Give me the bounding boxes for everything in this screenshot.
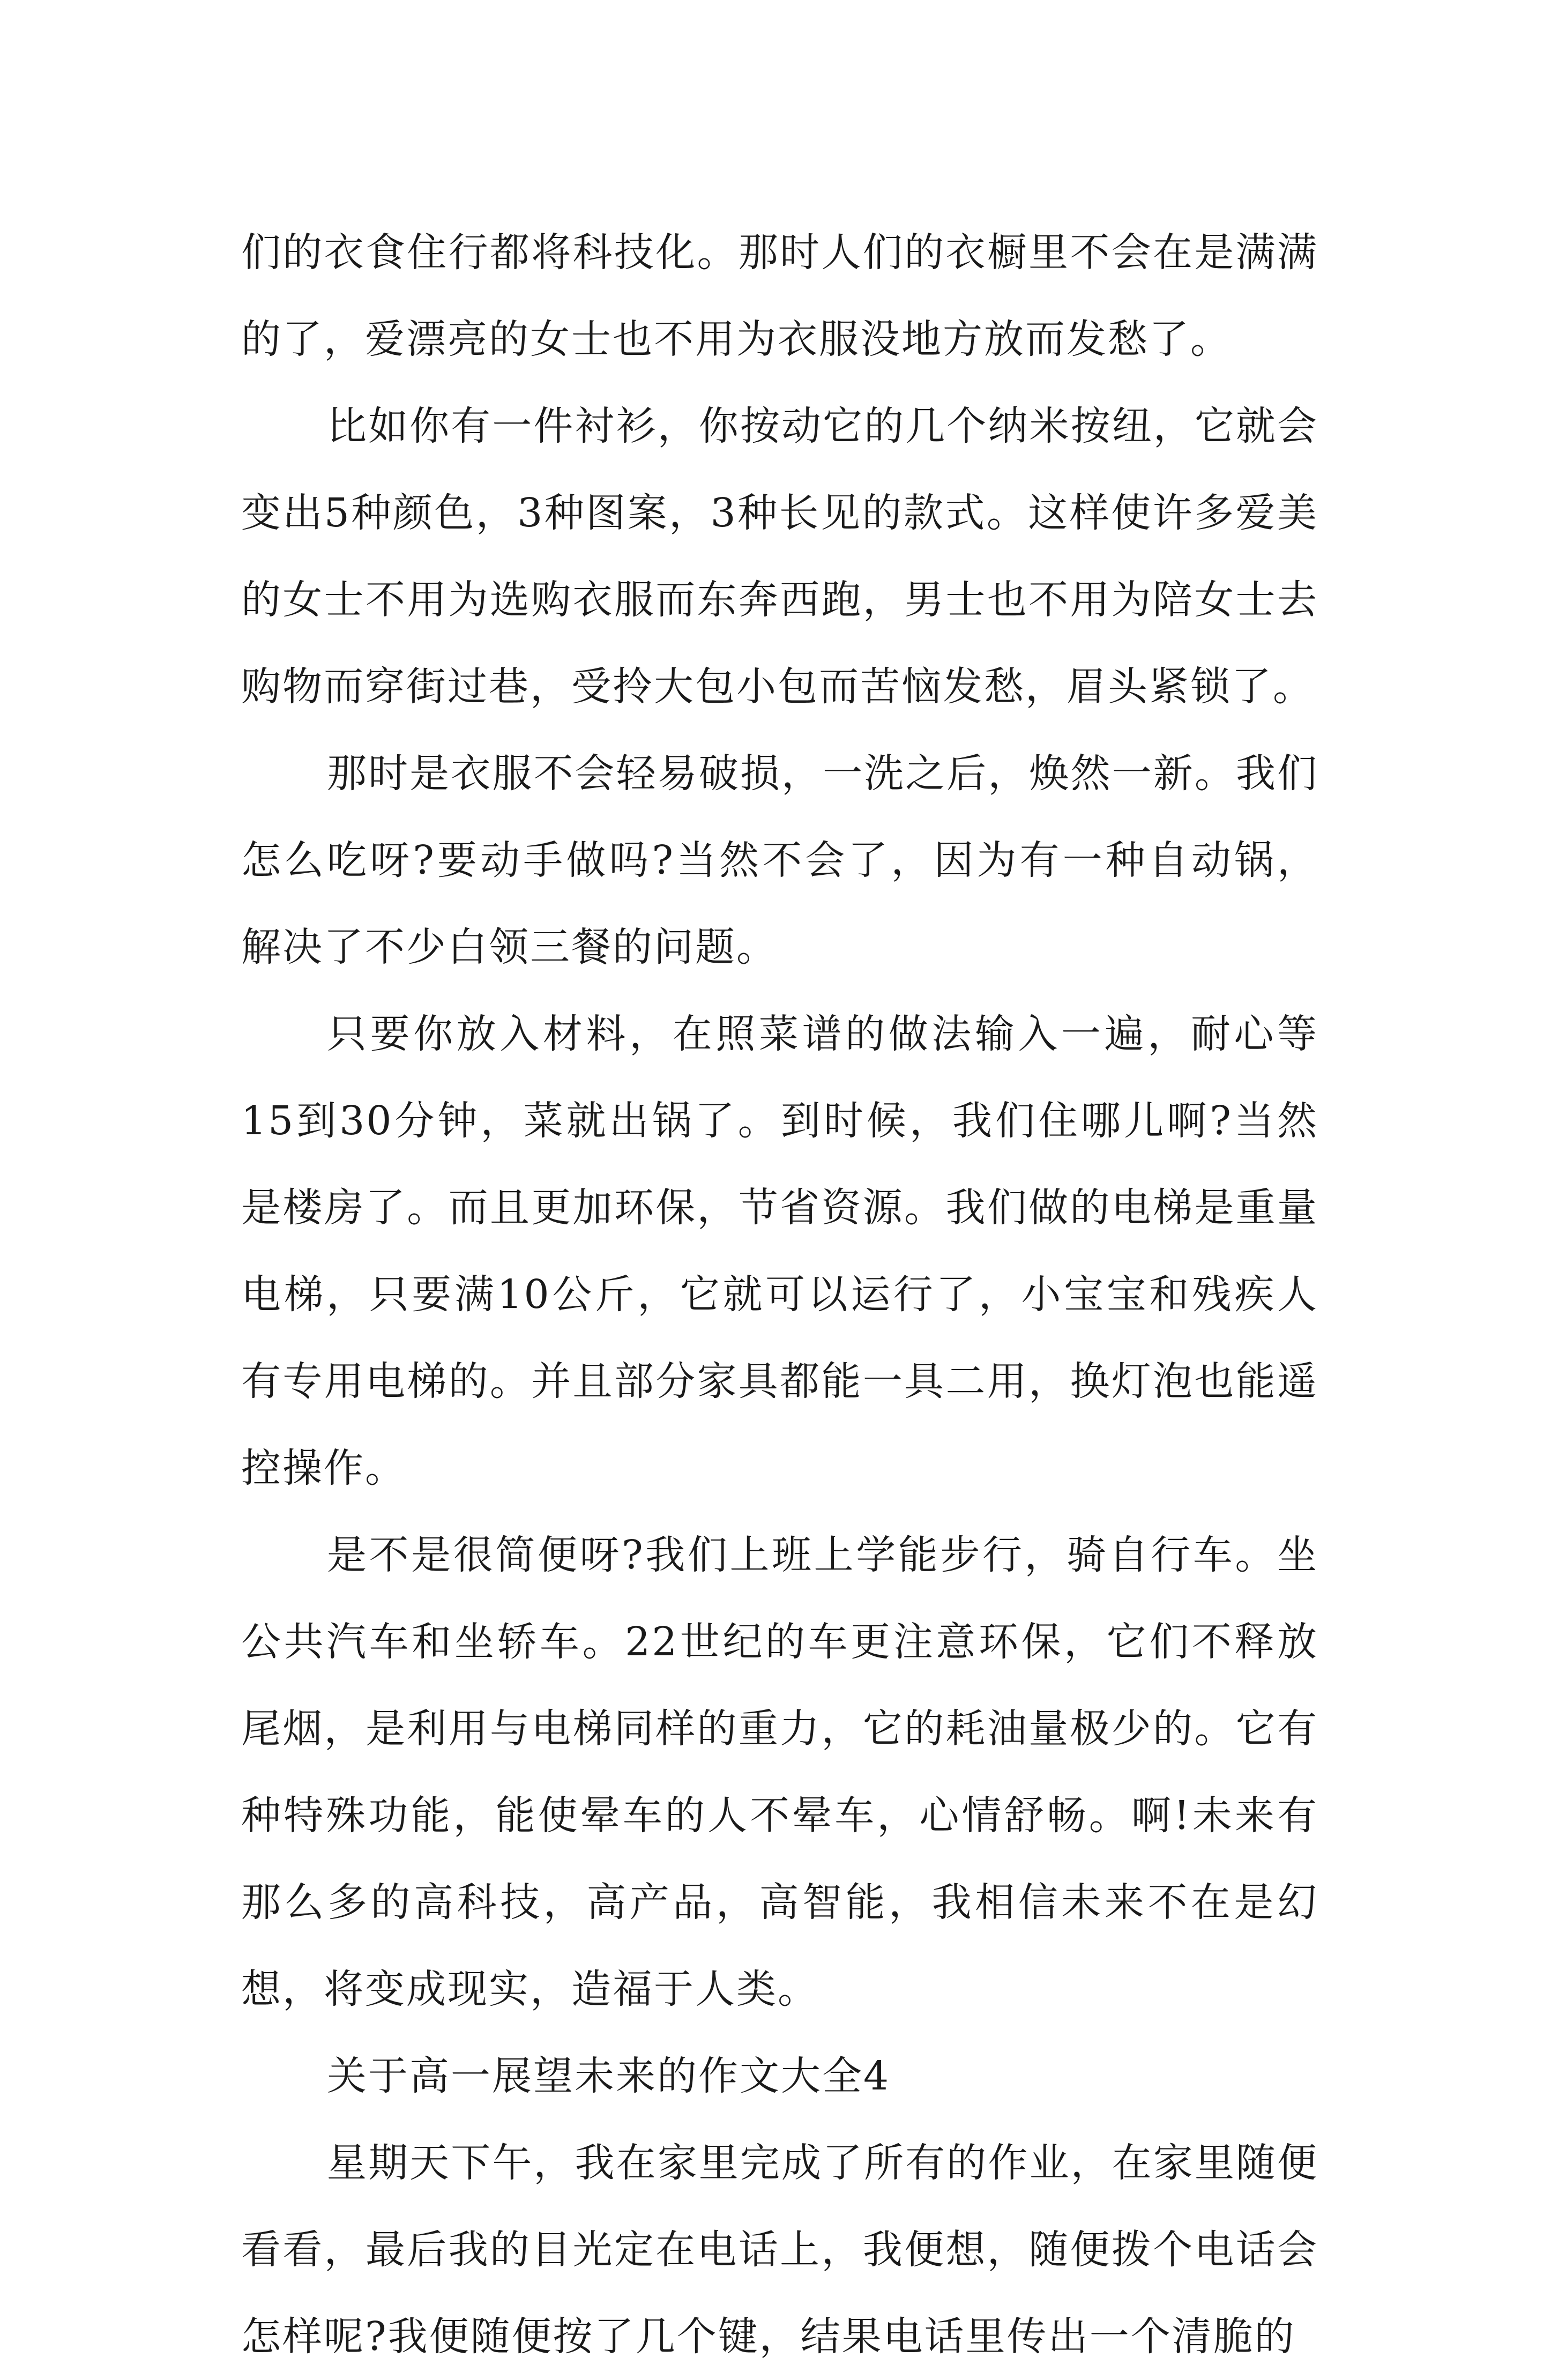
section-heading: 关于高一展望未来的作文大全4 [327, 2053, 891, 2099]
article-body [241, 209, 1318, 2380]
paragraph-sunday: 星期天下午，我在家里完成了所有的作业，在家里随便看看，最后我的目光定在电话上，我便想，随便拨个电话会怎样呢?我便随便按了几个键，结果电话里传出一个清脆的 [241, 2140, 1318, 2360]
paragraph-transport: 是不是很简便呀?我们上班上学能步行，骑自行车。坐公共汽车和坐轿车。22世纪的车更注意环保，它们不释放尾烟，是利用与电梯同样的重力，它的耗油量极少的。它有种特殊功能，能使晕车的人不晕车，心情舒畅。啊!未来有那么多的高科技，高产品，高智能，我相信未来不在是幻想，将变成现实，造福于人类。 [241, 1532, 1318, 2012]
paragraph-shirt: 比如你有一件衬衫，你按动它的几个纳米按纽，它就会变出5种颜色，3种图案，3种长见的款式。这样使许多爱美的女士不用为选购衣服而东奔西跑，男士也不用为陪女士去购物而穿街过巷，受拎大包小包而苦恼发愁，眉头紧锁了。 [241, 403, 1318, 710]
paragraph-food: 那时是衣服不会轻易破损，一洗之后，焕然一新。我们怎么吃呀?要动手做吗?当然不会了，因为有一种自动锅，解决了不少白领三餐的问题。 [241, 750, 1318, 970]
paragraph-housing: 只要你放入材料，在照菜谱的做法输入一遍，耐心等15到30分钟，菜就出锅了。到时候，我们住哪儿啊?当然是楼房了。而且更加环保，节省资源。我们做的电梯是重量电梯，只要满10公斤，它就可以运行了，小宝宝和残疾人有专用电梯的。并且部分家具都能一具二用，换灯泡也能遥控操作。 [241, 1011, 1318, 1491]
paragraph-continuation: 们的衣食住行都将科技化。那时人们的衣橱里不会在是满满的了，爱漂亮的女士也不用为衣服没地方放而发愁了。 [241, 229, 1318, 362]
